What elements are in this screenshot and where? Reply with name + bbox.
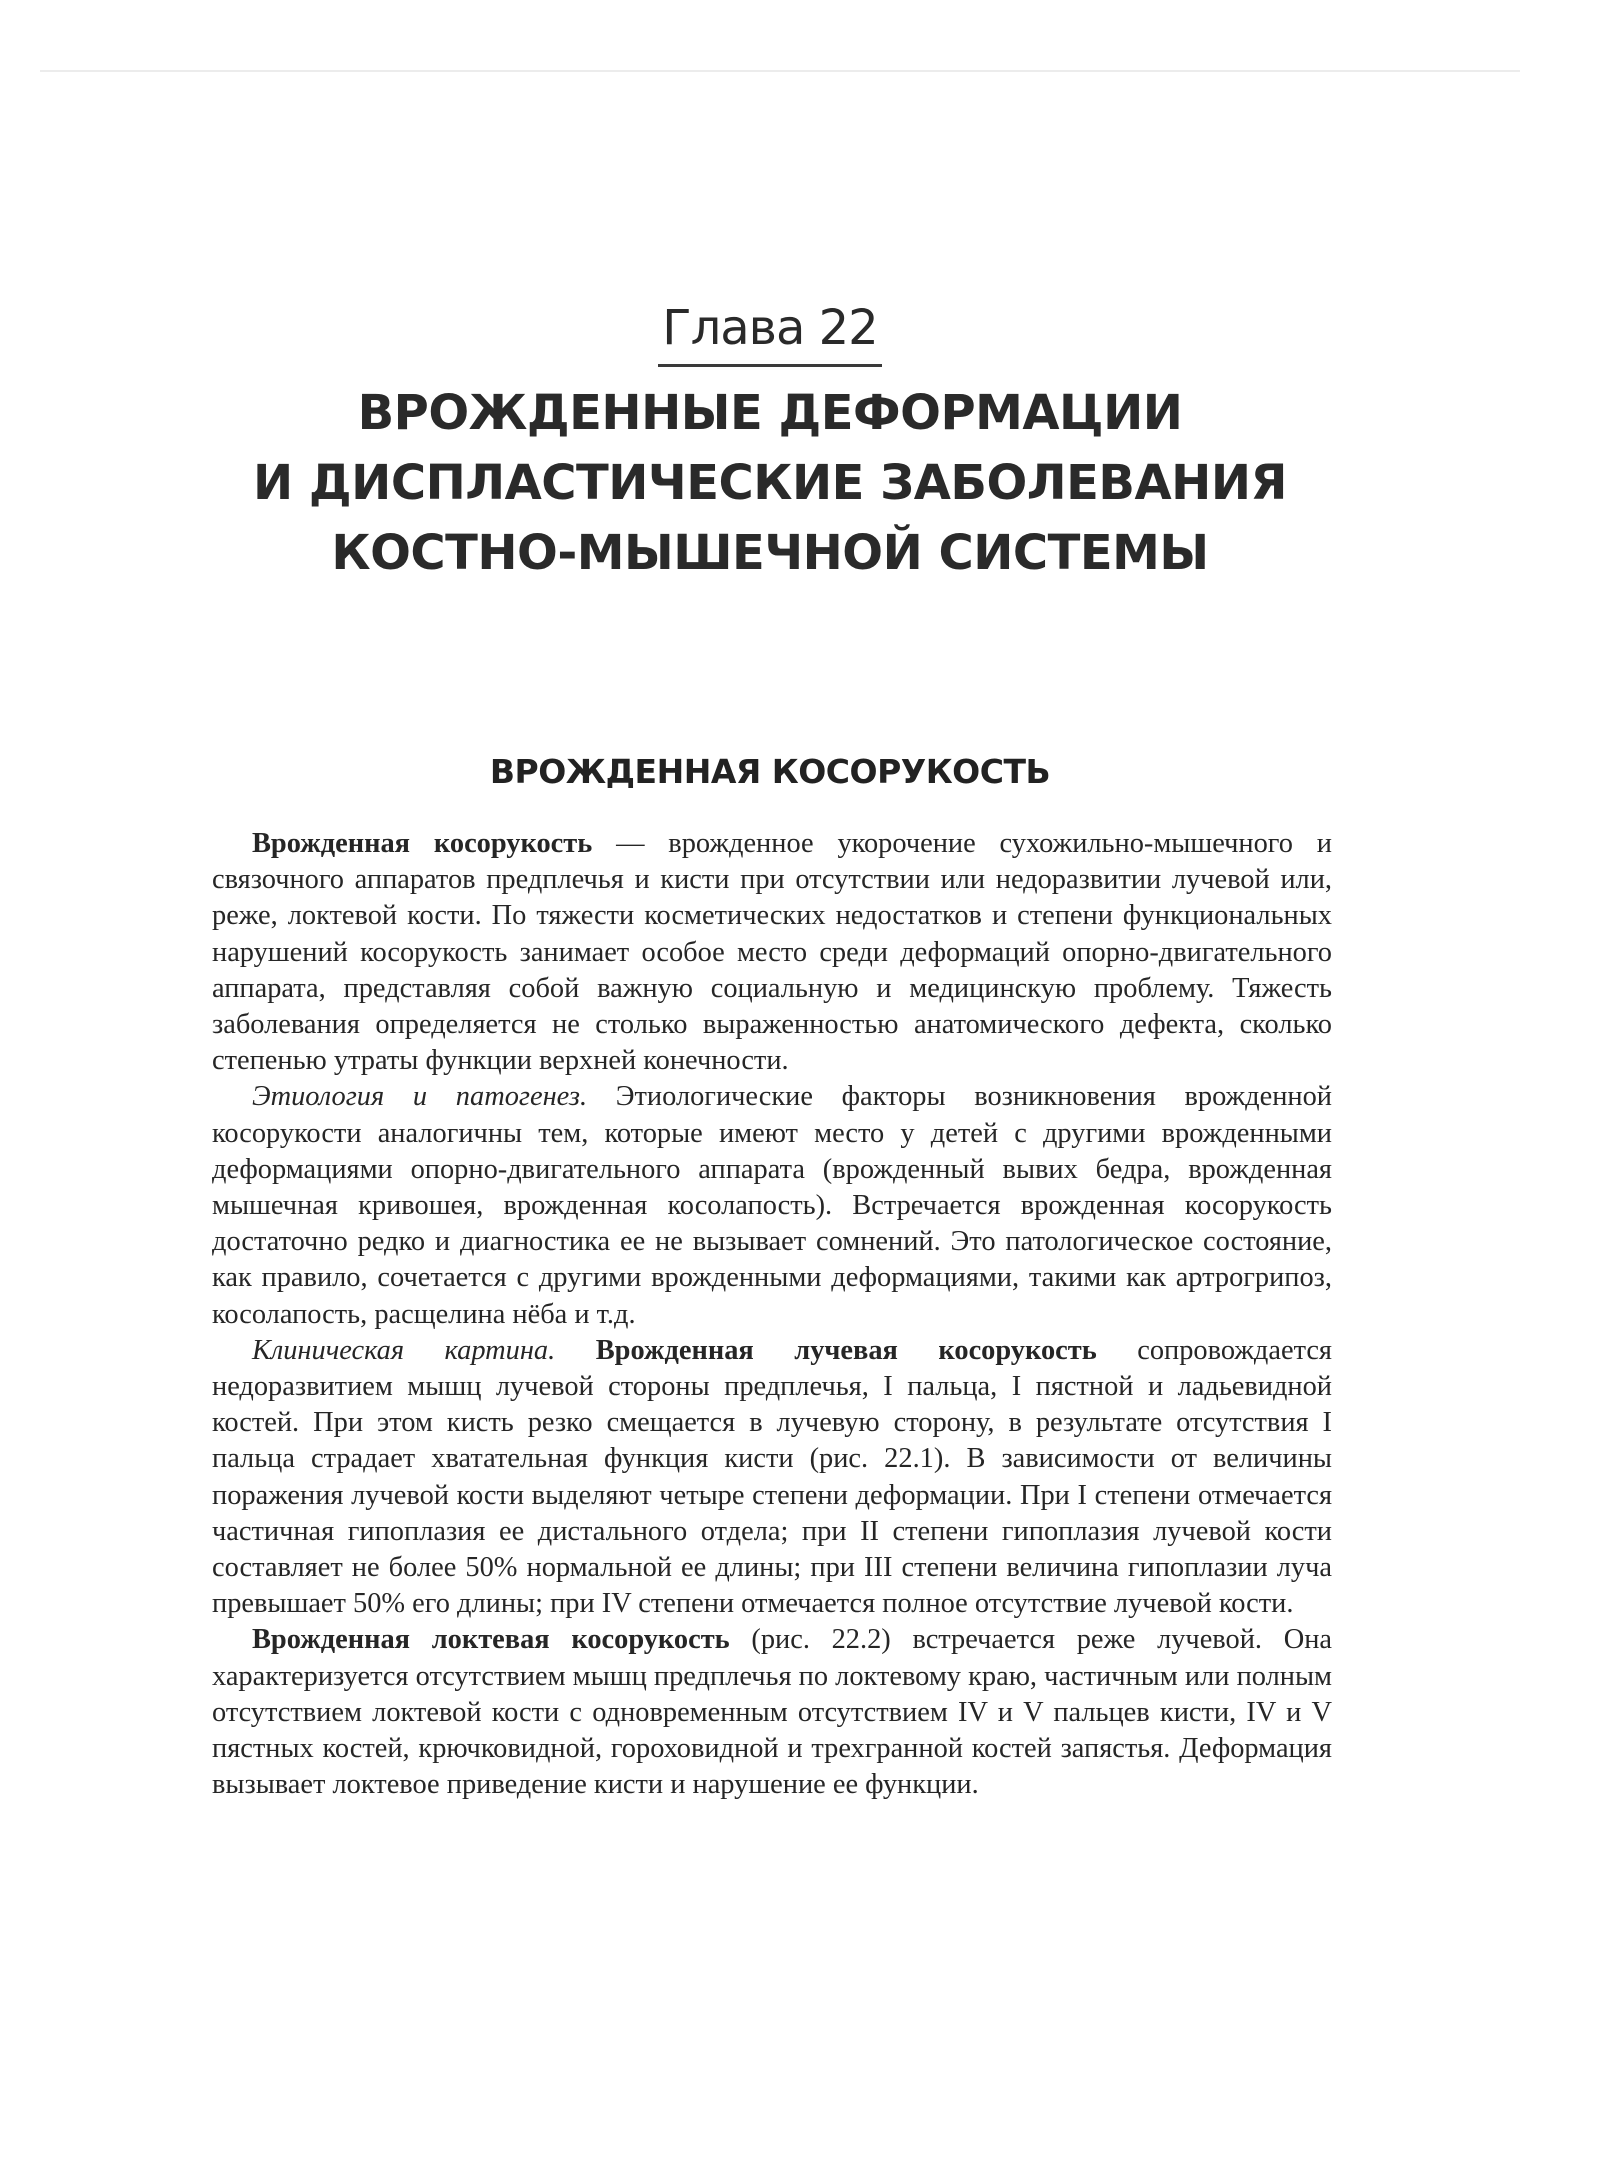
paragraph-text: сопровождается недоразвитием мышц лучевой стороны предплечья, I пальца, I пястной и ладьевидной костей. При этом кисть резко смещается в лучевую сторону, в результате отсутствия I пальца страдает хватательная функция кисти (рис. 22.1). В зависимости от величины поражения лучевой кости выделяют четыре степени деформации. При I степени отмечается частичная гипоплазия ее дистального отдела; при II степени гипоплазия лучевой кости составляет не более 50% нормальной ее длины; при III степени величина гипоплазии луча превышает 50% его длины; при IV степени отмечается полное отсутствие лучевой кости. xyxy=(212,1334,1332,1620)
paragraph-definition xyxy=(212,826,1332,1079)
paragraph-text: (рис. 22.2) встречается реже лучевой. Она характеризуется отсутствием мышц предплечья по локтевому краю, частичным или полным отсутствием локтевой кости с одновременным отсутствием IV и V пальцев кисти, IV и V пястных костей, крючковидной, гороховидной и трехгранной костей запястья. Деформация вызывает локтевое приведение кисти и нарушение ее функции. xyxy=(212,1624,1332,1801)
top-divider xyxy=(40,70,1520,72)
paragraph-text: Этиологические факторы возникновения врожденной косорукости аналогичны тем, которые имеют место у детей с другими врожденными деформациями опорно-двигательного аппарата (врожденный вывих бедра, врожденная мышечная кривошея, врожденная косолапость). Встречается врожденная косорукость достаточно редко и диагностика ее не вызывает сомнений. Это патологическое состояние, как правило, сочетается с другими врожденными деформациями, такими как артрогрипоз, косолапость, расщелина нёба и т.д. xyxy=(212,1081,1332,1330)
chapter-label xyxy=(0,300,1540,367)
term-bold: Врожденная косорукость xyxy=(252,828,593,859)
paragraph-clinical xyxy=(212,1333,1332,1623)
subheading-italic: Этиология и патогенез. xyxy=(252,1081,588,1113)
chapter-title xyxy=(0,378,1540,588)
chapter-title-line-1: ВРОЖДЕННЫЕ ДЕФОРМАЦИИ xyxy=(357,385,1183,441)
subheading-italic: Клиническая картина. xyxy=(252,1334,556,1366)
term-bold: Врожденная локтевая косорукость xyxy=(252,1624,730,1656)
paragraph-text: — врожденное укорочение сухожильно-мышечного и связочного аппаратов предплечья и кисти при отсутствии или недоразвитии лучевой или, реже, локтевой кости. По тяжести косметических недостатков и степени функциональных нарушений косорукость занимает особое место среди деформаций опорно-двигательного аппарата, представляя собой важную социальную и медицинскую проблему. Тяжесть заболевания определяется не столько выраженностью анатомического дефекта, сколько степенью утраты функции верхней конечности. xyxy=(212,828,1332,1077)
body-text xyxy=(212,826,1332,1803)
section-title: ВРОЖДЕННАЯ КОСОРУКОСТЬ xyxy=(489,752,1051,791)
chapter-title-line-2: И ДИСПЛАСТИЧЕСКИЕ ЗАБОЛЕВАНИЯ xyxy=(253,455,1287,511)
chapter-number: Глава 22 xyxy=(658,300,881,367)
paragraph-etiology xyxy=(212,1079,1332,1332)
chapter-title-line-3: КОСТНО-МЫШЕЧНОЙ СИСТЕМЫ xyxy=(331,525,1209,581)
term-bold: Врожденная лучевая косорукость xyxy=(595,1334,1097,1366)
paragraph-ulnar xyxy=(212,1622,1332,1803)
